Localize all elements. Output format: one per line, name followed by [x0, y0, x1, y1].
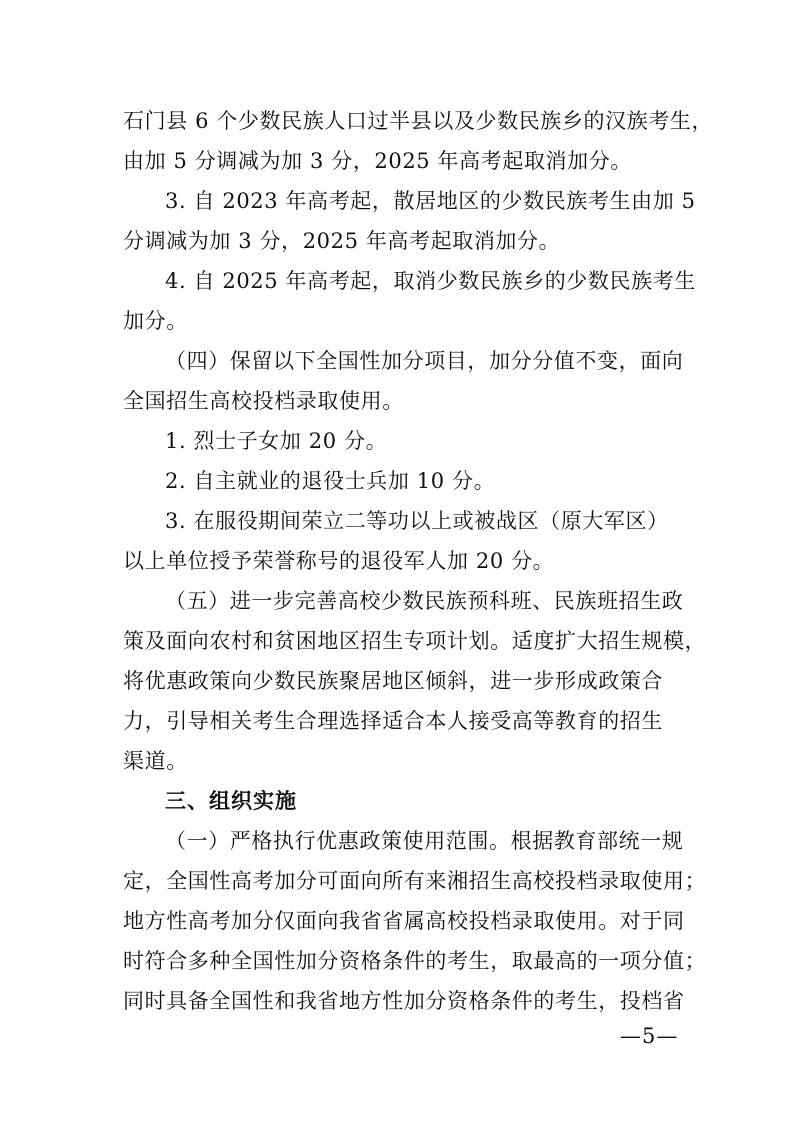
text-line: 时符合多种全国性加分资格条件的考生，取最高的一项分值； — [123, 949, 707, 973]
text-line: 同时具备全国性和我省地方性加分资格条件的考生，投档省 — [123, 989, 685, 1013]
text-line: 石门县 6 个少数民族人口过半县以及少数民族乡的汉族考生， — [123, 109, 714, 133]
text-line: 加分。 — [123, 309, 188, 333]
text-line: 1. 烈士子女加 20 分。 — [165, 429, 388, 453]
page-number: —5— — [620, 1024, 679, 1048]
text-line: 2. 自主就业的退役士兵加 10 分。 — [165, 469, 496, 493]
section-heading: 三、组织实施 — [165, 789, 297, 813]
text-line: 将优惠政策向少数民族聚居地区倾斜，进一步形成政策合 — [123, 669, 663, 693]
text-line: （五）进一步完善高校少数民族预科班、民族班招生政 — [165, 589, 684, 613]
text-line: 4. 自 2025 年高考起，取消少数民族乡的少数民族考生 — [165, 269, 696, 293]
text-line: 分调减为加 3 分，2025 年高考起取消加分。 — [123, 229, 561, 253]
text-line: 定，全国性高考加分可面向所有来湘招生高校投档录取使用； — [123, 869, 707, 893]
text-line: 由加 5 分调减为加 3 分，2025 年高考起取消加分。 — [123, 149, 632, 173]
text-line: （一）严格执行优惠政策使用范围。根据教育部统一规 — [165, 829, 684, 853]
text-line: 全国招生高校投档录取使用。 — [123, 389, 404, 413]
text-line: 渠道。 — [123, 749, 188, 773]
text-line: 力，引导相关考生合理选择适合本人接受高等教育的招生 — [123, 709, 663, 733]
text-line: 策及面向农村和贫困地区招生专项计划。适度扩大招生规模， — [123, 629, 707, 653]
text-line: 以上单位授予荣誉称号的退役军人加 20 分。 — [123, 549, 555, 573]
text-line: 3. 在服役期间荣立二等功以上或被战区（原大军区） — [165, 509, 669, 533]
text-line: 地方性高考加分仅面向我省省属高校投档录取使用。对于同 — [123, 909, 685, 933]
text-line: 3. 自 2023 年高考起，散居地区的少数民族考生由加 5 — [165, 189, 696, 213]
text-line: （四）保留以下全国性加分项目，加分分值不变，面向 — [165, 349, 684, 373]
